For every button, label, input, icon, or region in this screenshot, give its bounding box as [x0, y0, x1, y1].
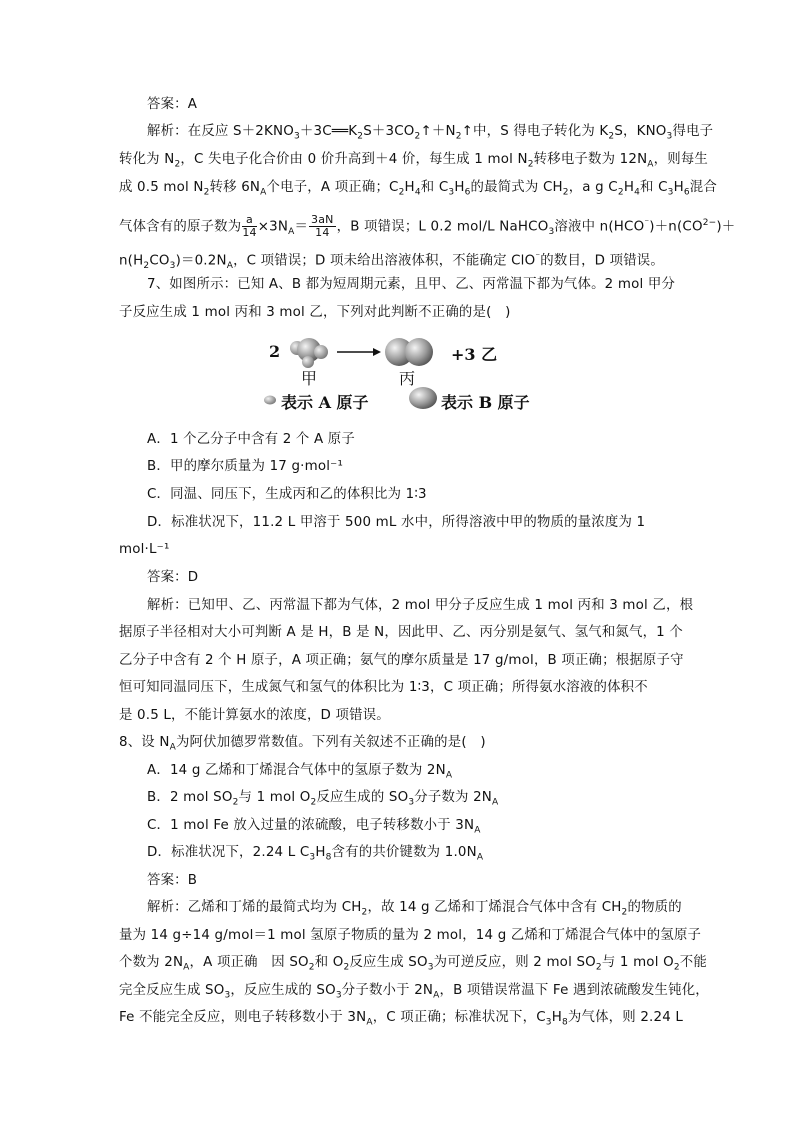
explanation-8-line-1: 解析：乙烯和丁烯的最简式均为 $CH_2$，故 14 g 乙烯和丁烯混合气体中含有 $CH_2$的物质的	[147, 900, 682, 918]
molecule-bing	[385, 338, 433, 366]
explanation-8-line-3: 个数为 $2N_A$，A 项正确 因 $SO_2$和 $O_2$反应生成 $SO_3$为可逆反应，则 2 mol $SO_2$与 1 mol $O_2$不能	[119, 955, 707, 973]
question-7-option-d-line-1: D．标准状况下，11.2 L 甲溶于 500 mL 水中，所得溶液中甲的物质的量浓度为 1	[147, 515, 646, 530]
legend-a-label: 表示 A 原子	[281, 393, 369, 412]
answer-7: 答案：D	[147, 570, 199, 585]
arrow-head	[373, 348, 381, 356]
question-8-stem: 8、设 $N_A$为阿伏加德罗常数值。下列有关叙述不正确的是( )	[119, 735, 486, 753]
explanation-6-line-3: 成 0.5 mol $N_2$转移 $6N_A$个电子，A 项正确；$C_2H_4$和 $C_3H_6$的最简式为 $CH_2$，a g $C_2H_4$和 $C_3H_6$混合	[119, 180, 717, 198]
question-7-option-a: A．1 个乙分子中含有 2 个 A 原子	[147, 432, 355, 447]
molecule-jia	[290, 338, 328, 368]
explanation-6-line-5: $n(H_2CO_3)=0.2N_A$，C 项错误；D 项未给出溶液体积，不能确定 ClO⁻的数目，D 项错误。	[119, 252, 664, 272]
question-7-option-b: B．甲的摩尔质量为 17 g·mol⁻¹	[147, 459, 344, 474]
question-8-option-c: C．1 mol Fe 放入过量的浓硫酸，电子转移数小于 $3N_A$	[147, 818, 481, 836]
explanation-7-line-1: 解析：已知甲、乙、丙常温下都为气体，2 mol 甲分子反应生成 1 mol 丙和 3 mol 乙，根	[147, 598, 694, 613]
reaction-diagram	[255, 330, 555, 415]
question-7-line-2: 子反应生成 1 mol 丙和 3 mol 乙，下列对此判断不正确的是( )	[119, 305, 511, 320]
explanation-8-line-2: 量为 14 g÷14 g/mol＝1 mol 氢原子物质的量为 2 mol，14 g 乙烯和丁烯混合气体中的氢原子	[119, 928, 702, 943]
question-7-option-d-line-2: mol·L⁻¹	[119, 542, 170, 557]
answer-1: 答案：A	[147, 97, 198, 112]
explanation-8-line-4: 完全反应生成 $SO_3$，反应生成的 $SO_3$分子数小于 $2N_A$，B 项错误常温下 Fe 遇到浓硫酸发生钝化，	[119, 983, 709, 1001]
fraction-3aNA-14: $\frac{3aN}{14}$	[311, 212, 334, 239]
explanation-6-line-2: 转化为 $N_2$，C 失电子化合价由 0 价升高到＋4 价，每生成 1 mol $N_2$转移电子数为 $12N_A$，则每生	[119, 152, 709, 170]
question-8-option-b: B．2 mol $SO_2$与 1 mol $O_2$反应生成的 $SO_3$分子数为 $2N_A$	[147, 790, 499, 808]
coefficient-2: 2	[269, 342, 281, 361]
jia-a-atom-2	[314, 345, 328, 359]
question-7-option-c: C．同温、同压下，生成丙和乙的体积比为 1∶3	[147, 487, 427, 502]
label-bing: 丙	[399, 369, 416, 388]
question-7-line-1: 7、如图所示：已知 A、B 都为短周期元素，且甲、乙、丙常温下都为气体。2 mol 甲分	[147, 277, 676, 292]
explanation-8-line-5: Fe 不能完全反应，则电子转移数小于 $3N_A$，C 项正确；标准状况下，$C_3H_8$为气体，则 2.24 L	[119, 1010, 684, 1028]
answer-8: 答案：B	[147, 873, 198, 888]
explanation-7-line-5: 是 0.5 L，不能计算氨水的浓度，D 项错误。	[119, 708, 390, 723]
explanation-7-line-3: 乙分子中含有 2 个 H 原子，A 项正确；氨气的摩尔质量是 17 g/mol，B 项正确；根据原子守	[119, 653, 684, 668]
bing-b-atom-2	[405, 338, 433, 366]
coefficient-3-yi: +3 乙	[451, 345, 498, 364]
question-8-option-a: A．14 g 乙烯和丁烯混合气体中的氢原子数为 $2N_A$	[147, 763, 453, 781]
legend-b-label: 表示 B 原子	[441, 393, 530, 412]
explanation-7-line-4: 恒可知同温同压下，生成氮气和氢气的体积比为 1∶3，C 项正确；所得氨水溶液的体积不	[119, 680, 648, 695]
question-8-option-d: D．标准状况下，2.24 L $C_3H_8$含有的共价键数为 $1.0N_A$	[147, 845, 484, 863]
explanation-7-line-2: 据原子半径相对大小可判断 A 是 H，B 是 N，因此甲、乙、丙分别是氨气、氢气和氮气，1 个	[119, 625, 683, 640]
fraction-a-14: $\frac{a}{14}$	[242, 212, 257, 239]
legend-a-atom-icon	[264, 396, 276, 405]
explanation-6-line-1: 解析：在反应 $S+2KNO_3+3C══K_2S+3CO_2↑+N_2↑$中，S 得电子转化为 $K_2S$，$KNO_3$得电子	[147, 124, 714, 142]
label-jia: 甲	[301, 369, 318, 388]
explanation-6-line-4: 气体含有的原子数为 $\frac{a}{14}$ $\times 3N_A=$ $\frac{3aN}{14}$ ，B 项错误；L 0.2 mol/L NaHCO$_3$溶液中 $n(HCO^{^-})+n(CO^{2-})+$	[119, 212, 736, 239]
legend-b-atom-icon	[409, 387, 437, 409]
